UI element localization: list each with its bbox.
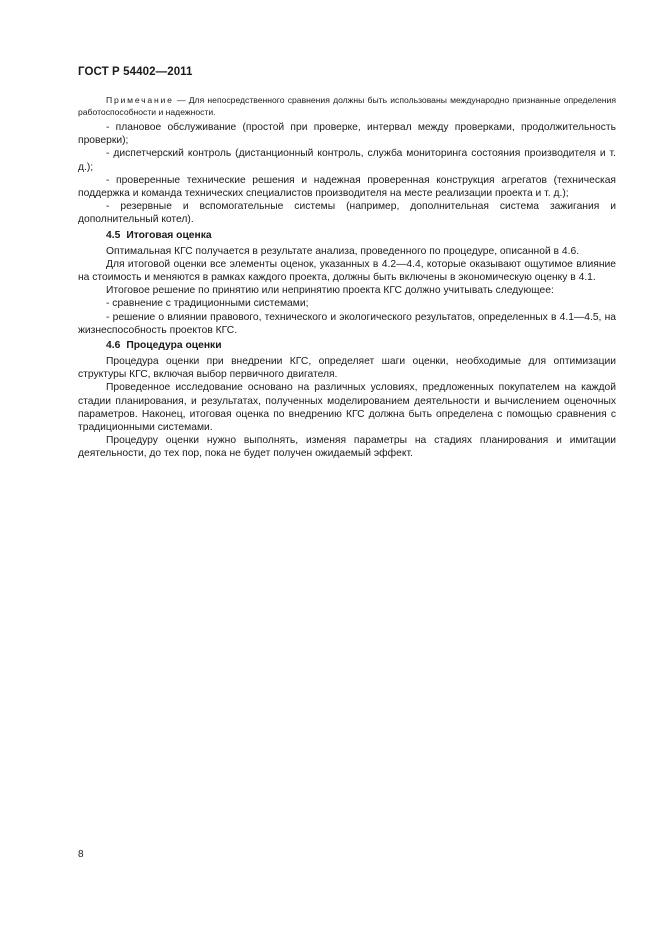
section-title: Процедура оценки [126, 340, 222, 352]
paragraph: Для итоговой оценки все элементы оценок, указанных в 4.2—4.4, которые оказывают ощутимое влияние на стоимость и меняются в рамках каждого проекта, должны быть включены в экономическую оценку в 4.1. [78, 258, 616, 284]
section-heading-4-5 [106, 229, 616, 243]
note-paragraph [78, 94, 616, 118]
document-header: ГОСТ Р 54402—2011 [78, 66, 193, 78]
paragraph: Проведенное исследование основано на различных условиях, предложенных покупателем на каждой стадии планирования, и результатах, полученных моделированием деятельности и вычислением оценочных параметров. Наконец, итоговая оценка по внедрению КГС должна быть определена с помощью сравнения с традиционными системами. [78, 382, 616, 434]
list-item: - резервные и вспомогательные системы (например, дополнительная система зажигания и дополнительный котел). [78, 201, 616, 226]
section-number: 4.6 [106, 340, 121, 352]
note-text: — Для непосредственного сравнения должны быть использованы международно признанные определения работоспособности и надежности. [78, 95, 616, 117]
list-item: - проверенные технические решения и надежная проверенная конструкция агрегатов (техническая поддержка и команда технических специалистов производителя на месте реализации проекта и т. д.); [78, 174, 616, 200]
paragraph: Процедура оценки при внедрении КГС, определяет шаги оценки, необходимые для оптимизации структуры КГС, включая выбор первичного двигателя. [78, 356, 616, 381]
section-heading-4-6 [106, 339, 616, 353]
paragraph: Процедуру оценки нужно выполнять, изменяя параметры на стадиях планирования и имитации деятельности, до тех пор, пока не будет получен ожидаемый эффект. [78, 435, 616, 460]
note-label: Примечание [106, 95, 174, 105]
page-content [78, 94, 616, 461]
list-item: - решение о влиянии правового, технического и экологического результатов, определенных в 4.1—4.5, на жизнеспособность проектов КГС. [78, 311, 616, 336]
page-number: 8 [78, 849, 84, 860]
list-item: - сравнение с традиционными системами; [106, 298, 309, 310]
paragraph: Итоговое решение по принятию или непринятию проекта КГС должно учитывать следующее: [106, 285, 554, 297]
list-item: - диспетчерский контроль (дистанционный контроль, служба мониторинга состояния производителя и т. д.); [78, 148, 616, 173]
section-number: 4.5 [106, 229, 121, 241]
paragraph: Оптимальная КГС получается в результате анализа, проведенного по процедуре, описанной в 4.6. [106, 245, 580, 257]
list-item: - плановое обслуживание (простой при проверке, интервал между проверками, продолжительность проверки); [78, 122, 616, 147]
section-title: Итоговая оценка [126, 229, 212, 241]
